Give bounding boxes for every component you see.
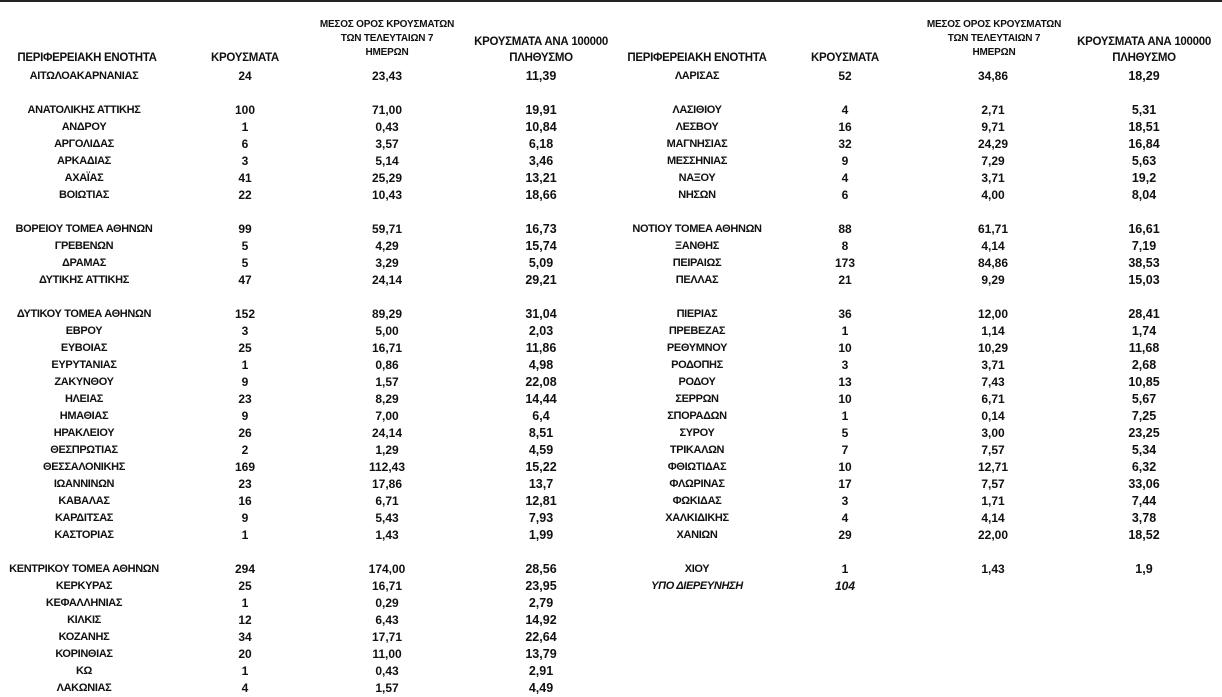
cases-cell: 23 bbox=[238, 392, 252, 406]
per-100000-cell: 4,59 bbox=[528, 443, 554, 457]
header-per-line1: ΚΡΟΥΣΜΑΤΑ ΑΝΑ 100000 bbox=[474, 36, 608, 48]
per-100000-cell: 10,85 bbox=[1128, 375, 1160, 389]
header-avg-line2: ΤΩΝ ΤΕΛΕΥΤΑΙΩΝ 7 bbox=[340, 33, 434, 44]
seven-day-average-cell: 24,29 bbox=[977, 137, 1009, 151]
seven-day-average-cell: 71,00 bbox=[371, 103, 403, 117]
region-name-cell: ΠΕΙΡΑΙΩΣ bbox=[672, 257, 722, 269]
region-name-cell: ΦΩΚΙΔΑΣ bbox=[672, 495, 722, 507]
per-100000-cell: 8,51 bbox=[528, 426, 554, 440]
cases-cell: 7 bbox=[841, 443, 849, 457]
region-name-cell: ΚΟΖΑΝΗΣ bbox=[58, 631, 110, 643]
top-border-line bbox=[0, 0, 1222, 2]
per-100000-cell: 18,51 bbox=[1128, 120, 1160, 134]
region-name-cell: ΣΥΡΟΥ bbox=[679, 427, 715, 439]
cases-cell: 3 bbox=[841, 358, 849, 372]
region-name-cell: ΛΑΡΙΣΑΣ bbox=[674, 70, 720, 82]
cases-cell: 1 bbox=[241, 664, 249, 678]
per-100000-cell: 13,21 bbox=[525, 171, 557, 185]
region-name-cell: ΑΝΑΤΟΛΙΚΗΣ ΑΤΤΙΚΗΣ bbox=[27, 104, 141, 116]
header-cases-left: ΚΡΟΥΣΜΑΤΑ bbox=[211, 52, 279, 64]
cases-cell: 4 bbox=[841, 171, 849, 185]
seven-day-average-cell: 6,43 bbox=[375, 613, 399, 627]
per-100000-cell: 4,49 bbox=[528, 681, 554, 695]
cases-cell: 8 bbox=[841, 239, 849, 253]
region-name-cell: ΚΕΦΑΛΛΗΝΙΑΣ bbox=[45, 597, 123, 609]
region-name-cell: ΚΕΝΤΡΙΚΟΥ ΤΟΜΕΑ ΑΘΗΝΩΝ bbox=[9, 563, 159, 575]
region-name-cell: ΡΟΔΟΥ bbox=[678, 376, 716, 388]
cases-cell: 10 bbox=[838, 341, 852, 355]
cases-cell: 1 bbox=[841, 324, 849, 338]
per-100000-cell: 6,32 bbox=[1131, 460, 1157, 474]
seven-day-average-cell: 8,29 bbox=[375, 392, 399, 406]
cases-cell: 12 bbox=[238, 613, 252, 627]
region-name-cell: ΚΑΡΔΙΤΣΑΣ bbox=[54, 512, 114, 524]
cases-cell: 3 bbox=[241, 154, 249, 168]
seven-day-average-cell: 17,71 bbox=[371, 630, 403, 644]
seven-day-average-cell: 12,00 bbox=[977, 307, 1009, 321]
seven-day-average-cell: 9,71 bbox=[981, 120, 1005, 134]
cases-cell: 10 bbox=[838, 460, 852, 474]
cases-cell: 26 bbox=[238, 426, 252, 440]
per-100000-cell: 22,64 bbox=[525, 630, 557, 644]
per-100000-cell: 15,03 bbox=[1128, 273, 1160, 287]
seven-day-average-cell: 3,71 bbox=[981, 171, 1005, 185]
seven-day-average-cell: 6,71 bbox=[981, 392, 1005, 406]
region-name-cell: ΣΕΡΡΩΝ bbox=[675, 393, 719, 405]
per-100000-cell: 18,29 bbox=[1128, 69, 1160, 83]
header-per-line2: ΠΛΗΘΥΣΜΟ bbox=[509, 52, 573, 64]
cases-cell: 99 bbox=[238, 222, 252, 236]
seven-day-average-cell: 1,14 bbox=[981, 324, 1005, 338]
per-100000-cell: 7,19 bbox=[1131, 239, 1157, 253]
per-100000-cell: 2,03 bbox=[528, 324, 554, 338]
seven-day-average-cell: 24,14 bbox=[371, 426, 403, 440]
per-100000-cell: 11,39 bbox=[525, 69, 557, 83]
seven-day-average-cell: 3,00 bbox=[981, 426, 1005, 440]
cases-cell: 16 bbox=[838, 120, 852, 134]
seven-day-average-cell: 25,29 bbox=[371, 171, 403, 185]
seven-day-average-cell: 0,43 bbox=[375, 664, 399, 678]
seven-day-average-cell: 7,57 bbox=[981, 443, 1005, 457]
header-avg-line1: ΜΕΣΟΣ ΟΡΟΣ ΚΡΟΥΣΜΑΤΩΝ bbox=[926, 19, 1062, 30]
region-name-cell: ΚΕΡΚΥΡΑΣ bbox=[55, 580, 113, 592]
cases-cell: 1 bbox=[841, 409, 849, 423]
region-name-cell: ΔΡΑΜΑΣ bbox=[62, 257, 106, 269]
seven-day-average-cell: 84,86 bbox=[977, 256, 1009, 270]
cases-cell: 1 bbox=[241, 358, 249, 372]
seven-day-average-cell: 1,57 bbox=[375, 375, 399, 389]
cases-cell: 5 bbox=[841, 426, 849, 440]
seven-day-average-cell: 2,71 bbox=[981, 103, 1005, 117]
seven-day-average-cell: 174,00 bbox=[368, 562, 406, 576]
seven-day-average-cell: 9,29 bbox=[981, 273, 1005, 287]
per-100000-cell: 19,91 bbox=[525, 103, 557, 117]
seven-day-average-cell: 16,71 bbox=[371, 579, 403, 593]
region-name-cell: ΥΠΟ ΔΙΕΡΕΥΝΗΣΗ bbox=[651, 580, 743, 592]
region-name-cell: ΕΥΒΟΙΑΣ bbox=[60, 342, 108, 354]
cases-cell: 173 bbox=[834, 256, 856, 270]
per-100000-cell: 7,44 bbox=[1131, 494, 1157, 508]
per-100000-cell: 23,95 bbox=[525, 579, 557, 593]
per-100000-cell: 14,92 bbox=[525, 613, 557, 627]
header-avg-left bbox=[302, 18, 472, 60]
cases-cell: 88 bbox=[838, 222, 852, 236]
cases-cell: 1 bbox=[241, 120, 249, 134]
per-100000-cell: 13,7 bbox=[528, 477, 554, 491]
cases-cell: 21 bbox=[838, 273, 852, 287]
cases-cell: 3 bbox=[241, 324, 249, 338]
seven-day-average-cell: 89,29 bbox=[371, 307, 403, 321]
header-cases-right: ΚΡΟΥΣΜΑΤΑ bbox=[811, 52, 879, 64]
region-name-cell: ΚΑΒΑΛΑΣ bbox=[58, 495, 110, 507]
region-name-cell: ΜΕΣΣΗΝΙΑΣ bbox=[666, 155, 728, 167]
region-name-cell: ΝΗΣΩΝ bbox=[678, 189, 716, 201]
cases-cell: 52 bbox=[838, 69, 852, 83]
per-100000-cell: 12,81 bbox=[525, 494, 557, 508]
per-100000-cell: 2,79 bbox=[528, 596, 554, 610]
cases-cell: 169 bbox=[234, 460, 256, 474]
seven-day-average-cell: 3,71 bbox=[981, 358, 1005, 372]
cases-cell: 9 bbox=[241, 375, 249, 389]
per-100000-cell: 33,06 bbox=[1128, 477, 1160, 491]
region-name-cell: ΗΡΑΚΛΕΙΟΥ bbox=[53, 427, 115, 439]
region-name-cell: ΝΑΞΟΥ bbox=[678, 172, 716, 184]
seven-day-average-cell: 10,29 bbox=[977, 341, 1009, 355]
per-100000-cell: 6,4 bbox=[532, 409, 550, 423]
cases-cell: 6 bbox=[841, 188, 849, 202]
per-100000-cell: 1,74 bbox=[1131, 324, 1157, 338]
per-100000-cell: 11,86 bbox=[525, 341, 557, 355]
header-avg-line3: ΗΜΕΡΩΝ bbox=[972, 47, 1016, 58]
region-name-cell: ΧΑΛΚΙΔΙΚΗΣ bbox=[665, 512, 729, 524]
seven-day-average-cell: 59,71 bbox=[371, 222, 403, 236]
header-avg-right bbox=[904, 18, 1084, 60]
cases-cell: 1 bbox=[241, 596, 249, 610]
seven-day-average-cell: 5,00 bbox=[375, 324, 399, 338]
region-name-cell: ΠΡΕΒΕΖΑΣ bbox=[668, 325, 726, 337]
seven-day-average-cell: 7,43 bbox=[981, 375, 1005, 389]
per-100000-cell: 2,91 bbox=[528, 664, 554, 678]
region-name-cell: ΗΛΕΙΑΣ bbox=[64, 393, 104, 405]
seven-day-average-cell: 5,43 bbox=[375, 511, 399, 525]
region-name-cell: ΘΕΣΣΑΛΟΝΙΚΗΣ bbox=[43, 461, 125, 473]
region-name-cell: ΘΕΣΠΡΩΤΙΑΣ bbox=[50, 444, 118, 456]
region-name-cell: ΒΟΙΩΤΙΑΣ bbox=[59, 189, 109, 201]
seven-day-average-cell: 34,86 bbox=[977, 69, 1009, 83]
cases-cell: 41 bbox=[238, 171, 252, 185]
per-100000-cell: 3,78 bbox=[1131, 511, 1157, 525]
per-100000-cell: 15,74 bbox=[525, 239, 557, 253]
per-100000-cell: 28,56 bbox=[525, 562, 557, 576]
region-name-cell: ΓΡΕΒΕΝΩΝ bbox=[54, 240, 114, 252]
region-name-cell: ΦΘΙΩΤΙΔΑΣ bbox=[667, 461, 727, 473]
region-name-cell: ΦΛΩΡΙΝΑΣ bbox=[669, 478, 725, 490]
region-name-cell: ΧΙΟΥ bbox=[684, 563, 710, 575]
cases-cell: 294 bbox=[234, 562, 256, 576]
header-avg-line3: ΗΜΕΡΩΝ bbox=[365, 47, 409, 58]
seven-day-average-cell: 3,29 bbox=[375, 256, 399, 270]
seven-day-average-cell: 0,14 bbox=[981, 409, 1005, 423]
seven-day-average-cell: 1,43 bbox=[375, 528, 399, 542]
seven-day-average-cell: 112,43 bbox=[368, 460, 406, 474]
seven-day-average-cell: 24,14 bbox=[371, 273, 403, 287]
seven-day-average-cell: 0,86 bbox=[375, 358, 399, 372]
header-region-left: ΠΕΡΙΦΕΡΕΙΑΚΗ ΕΝΟΤΗΤΑ bbox=[17, 52, 157, 64]
seven-day-average-cell: 11,00 bbox=[372, 647, 402, 661]
cases-cell: 34 bbox=[238, 630, 252, 644]
region-name-cell: ΞΑΝΘΗΣ bbox=[675, 240, 719, 252]
cases-cell: 5 bbox=[241, 239, 249, 253]
cases-cell: 9 bbox=[841, 154, 849, 168]
region-name-cell: ΚΟΡΙΝΘΙΑΣ bbox=[55, 648, 113, 660]
region-name-cell: ΡΟΔΟΠΗΣ bbox=[671, 359, 723, 371]
per-100000-cell: 5,31 bbox=[1131, 103, 1157, 117]
seven-day-average-cell: 23,43 bbox=[371, 69, 403, 83]
cases-cell: 23 bbox=[238, 477, 252, 491]
region-name-cell: ΑΡΚΑΔΙΑΣ bbox=[57, 155, 111, 167]
per-100000-cell: 29,21 bbox=[525, 273, 557, 287]
seven-day-average-cell: 6,71 bbox=[375, 494, 399, 508]
per-100000-cell: 6,18 bbox=[528, 137, 554, 151]
seven-day-average-cell: 1,71 bbox=[981, 494, 1005, 508]
per-100000-cell: 4,98 bbox=[528, 358, 554, 372]
seven-day-average-cell: 22,00 bbox=[977, 528, 1009, 542]
header-per100k-left bbox=[466, 34, 616, 66]
region-name-cell: ΒΟΡΕΙΟΥ ΤΟΜΕΑ ΑΘΗΝΩΝ bbox=[15, 223, 153, 235]
cases-cell: 2 bbox=[241, 443, 249, 457]
seven-day-average-cell: 10,43 bbox=[371, 188, 403, 202]
per-100000-cell: 8,04 bbox=[1131, 188, 1157, 202]
cases-cell: 13 bbox=[838, 375, 852, 389]
per-100000-cell: 5,63 bbox=[1131, 154, 1157, 168]
seven-day-average-cell: 4,14 bbox=[981, 239, 1005, 253]
cases-cell: 6 bbox=[241, 137, 249, 151]
region-name-cell: ΛΕΣΒΟΥ bbox=[675, 121, 719, 133]
per-100000-cell: 16,61 bbox=[1128, 222, 1160, 236]
per-100000-cell: 5,67 bbox=[1131, 392, 1157, 406]
per-100000-cell: 1,9 bbox=[1135, 562, 1153, 576]
region-name-cell: ΣΠΟΡΑΔΩΝ bbox=[667, 410, 727, 422]
cases-cell: 25 bbox=[238, 579, 252, 593]
cases-cell: 100 bbox=[234, 103, 256, 117]
region-name-cell: ΝΟΤΙΟΥ ΤΟΜΕΑ ΑΘΗΝΩΝ bbox=[632, 223, 762, 235]
per-100000-cell: 18,52 bbox=[1128, 528, 1160, 542]
per-100000-cell: 22,08 bbox=[525, 375, 557, 389]
cases-cell: 104 bbox=[834, 579, 856, 593]
per-100000-cell: 19,2 bbox=[1131, 171, 1157, 185]
seven-day-average-cell: 3,57 bbox=[375, 137, 399, 151]
seven-day-average-cell: 17,86 bbox=[371, 477, 403, 491]
cases-cell: 4 bbox=[241, 681, 249, 695]
cases-cell: 32 bbox=[838, 137, 852, 151]
region-name-cell: ΛΑΚΩΝΙΑΣ bbox=[56, 682, 112, 694]
header-region-right: ΠΕΡΙΦΕΡΕΙΑΚΗ ΕΝΟΤΗΤΑ bbox=[627, 52, 767, 64]
region-name-cell: ΚΑΣΤΟΡΙΑΣ bbox=[54, 529, 114, 541]
per-100000-cell: 1,99 bbox=[528, 528, 554, 542]
seven-day-average-cell: 12,71 bbox=[977, 460, 1009, 474]
region-name-cell: ΚΩ bbox=[75, 665, 93, 677]
seven-day-average-cell: 7,00 bbox=[375, 409, 399, 423]
region-name-cell: ΧΑΝΙΩΝ bbox=[676, 529, 718, 541]
region-name-cell: ΗΜΑΘΙΑΣ bbox=[59, 410, 109, 422]
region-name-cell: ΑΝΔΡΟΥ bbox=[61, 121, 107, 133]
seven-day-average-cell: 61,71 bbox=[977, 222, 1009, 236]
region-name-cell: ΑΧΑΪΑΣ bbox=[64, 172, 104, 184]
cases-cell: 25 bbox=[238, 341, 252, 355]
region-name-cell: ΔΥΤΙΚΟΥ ΤΟΜΕΑ ΑΘΗΝΩΝ bbox=[16, 308, 152, 320]
cases-cell: 16 bbox=[238, 494, 252, 508]
region-name-cell: ΕΥΡΥΤΑΝΙΑΣ bbox=[51, 359, 117, 371]
region-name-cell: ΛΑΣΙΘΙΟΥ bbox=[672, 104, 722, 116]
per-100000-cell: 23,25 bbox=[1128, 426, 1160, 440]
seven-day-average-cell: 4,29 bbox=[375, 239, 399, 253]
cases-cell: 24 bbox=[238, 69, 252, 83]
seven-day-average-cell: 5,14 bbox=[375, 154, 399, 168]
seven-day-average-cell: 1,57 bbox=[375, 681, 399, 695]
cases-cell: 17 bbox=[838, 477, 852, 491]
region-name-cell: ΚΙΛΚΙΣ bbox=[67, 614, 101, 626]
region-name-cell: ΖΑΚΥΝΘΟΥ bbox=[54, 376, 114, 388]
per-100000-cell: 28,41 bbox=[1128, 307, 1160, 321]
seven-day-average-cell: 1,29 bbox=[375, 443, 399, 457]
per-100000-cell: 11,68 bbox=[1128, 341, 1160, 355]
per-100000-cell: 15,22 bbox=[525, 460, 557, 474]
cases-cell: 47 bbox=[238, 273, 252, 287]
seven-day-average-cell: 7,29 bbox=[981, 154, 1005, 168]
seven-day-average-cell: 1,43 bbox=[981, 562, 1005, 576]
per-100000-cell: 5,34 bbox=[1131, 443, 1157, 457]
header-avg-line2: ΤΩΝ ΤΕΛΕΥΤΑΙΩΝ 7 bbox=[947, 33, 1041, 44]
cases-cell: 4 bbox=[841, 103, 849, 117]
seven-day-average-cell: 16,71 bbox=[371, 341, 403, 355]
cases-cell: 152 bbox=[234, 307, 256, 321]
header-avg-line1: ΜΕΣΟΣ ΟΡΟΣ ΚΡΟΥΣΜΑΤΩΝ bbox=[319, 19, 455, 30]
cases-cell: 29 bbox=[838, 528, 852, 542]
region-name-cell: ΑΙΤΩΛΟΑΚΑΡΝΑΝΙΑΣ bbox=[29, 70, 139, 82]
per-100000-cell: 13,79 bbox=[525, 647, 557, 661]
seven-day-average-cell: 0,43 bbox=[375, 120, 399, 134]
per-100000-cell: 5,09 bbox=[528, 256, 554, 270]
region-name-cell: ΕΒΡΟΥ bbox=[65, 325, 103, 337]
per-100000-cell: 7,25 bbox=[1131, 409, 1157, 423]
cases-cell: 20 bbox=[238, 647, 252, 661]
region-name-cell: ΤΡΙΚΑΛΩΝ bbox=[669, 444, 725, 456]
seven-day-average-cell: 7,57 bbox=[981, 477, 1005, 491]
cases-cell: 10 bbox=[838, 392, 852, 406]
per-100000-cell: 18,66 bbox=[525, 188, 557, 202]
region-name-cell: ΔΥΤΙΚΗΣ ΑΤΤΙΚΗΣ bbox=[39, 274, 129, 286]
header-per-line1: ΚΡΟΥΣΜΑΤΑ ΑΝΑ 100000 bbox=[1077, 36, 1211, 48]
per-100000-cell: 14,44 bbox=[525, 392, 557, 406]
region-name-cell: ΠΕΛΛΑΣ bbox=[675, 274, 719, 286]
seven-day-average-cell: 4,00 bbox=[981, 188, 1005, 202]
cases-cell: 1 bbox=[841, 562, 849, 576]
per-100000-cell: 10,84 bbox=[525, 120, 557, 134]
per-100000-cell: 7,93 bbox=[528, 511, 554, 525]
seven-day-average-cell: 4,14 bbox=[981, 511, 1005, 525]
per-100000-cell: 16,84 bbox=[1128, 137, 1160, 151]
region-name-cell: ΡΕΘΥΜΝΟΥ bbox=[666, 342, 728, 354]
region-name-cell: ΑΡΓΟΛΙΔΑΣ bbox=[54, 138, 114, 150]
per-100000-cell: 38,53 bbox=[1128, 256, 1160, 270]
region-name-cell: ΙΩΑΝΝΙΝΩΝ bbox=[53, 478, 115, 490]
region-name-cell: ΠΙΕΡΙΑΣ bbox=[676, 308, 718, 320]
per-100000-cell: 16,73 bbox=[525, 222, 557, 236]
cases-cell: 22 bbox=[238, 188, 252, 202]
per-100000-cell: 2,68 bbox=[1131, 358, 1157, 372]
header-per-line2: ΠΛΗΘΥΣΜΟ bbox=[1112, 52, 1176, 64]
cases-cell: 36 bbox=[838, 307, 852, 321]
per-100000-cell: 31,04 bbox=[525, 307, 557, 321]
cases-cell: 3 bbox=[841, 494, 849, 508]
cases-cell: 1 bbox=[241, 528, 249, 542]
header-per100k-right bbox=[1066, 34, 1222, 66]
cases-cell: 5 bbox=[241, 256, 249, 270]
seven-day-average-cell: 0,29 bbox=[375, 596, 399, 610]
per-100000-cell: 3,46 bbox=[528, 154, 554, 168]
cases-cell: 9 bbox=[241, 409, 249, 423]
cases-cell: 4 bbox=[841, 511, 849, 525]
region-name-cell: ΜΑΓΝΗΣΙΑΣ bbox=[666, 138, 728, 150]
cases-cell: 9 bbox=[241, 511, 249, 525]
